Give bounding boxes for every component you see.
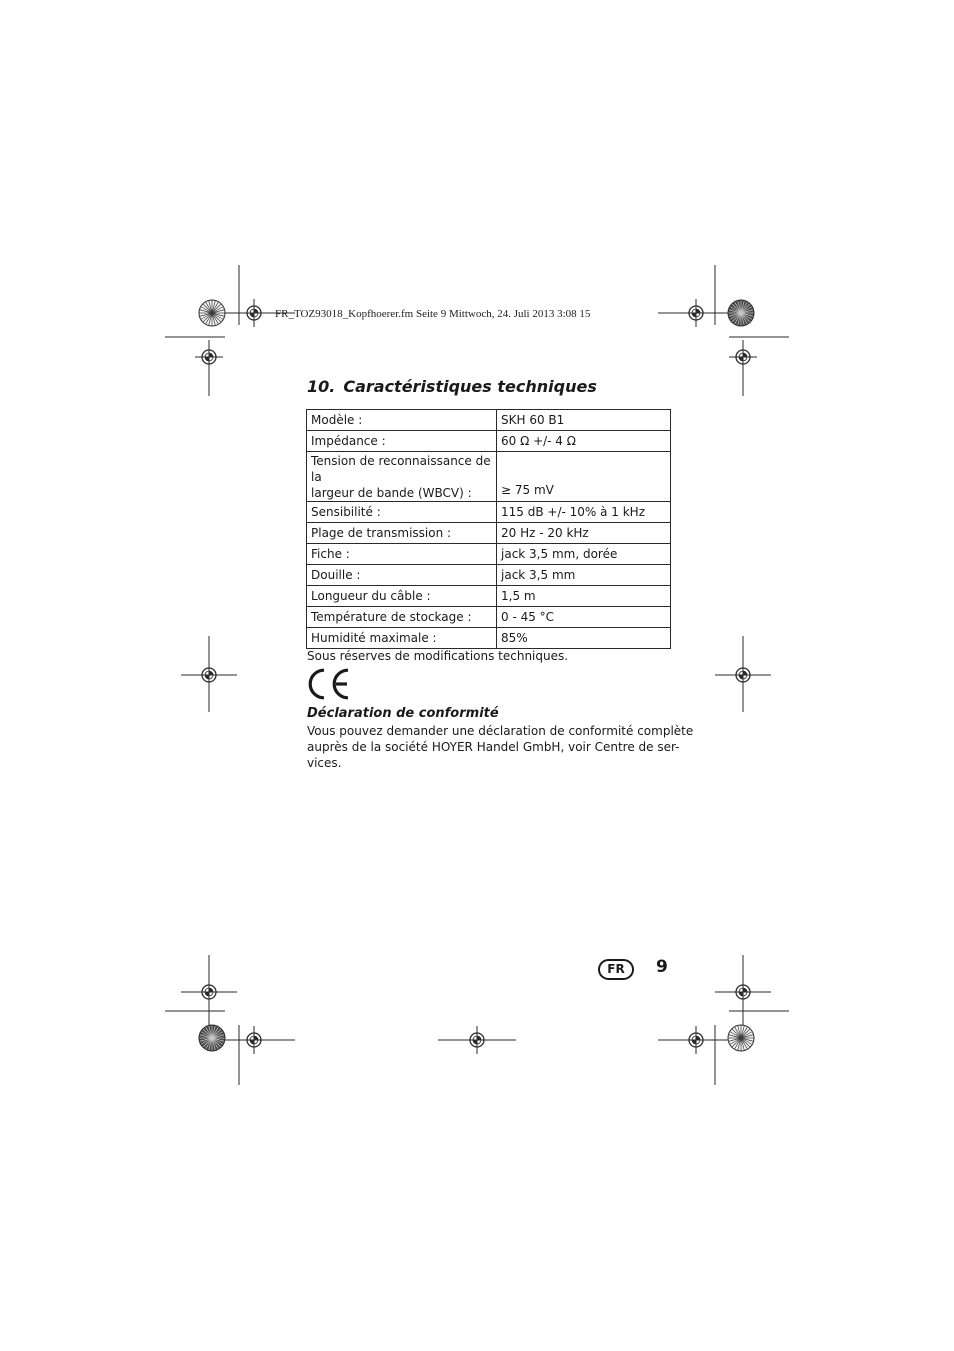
declaration-title: Déclaration de conformité <box>307 706 499 721</box>
declaration-line: Vous pouvez demander une déclaration de conformité complète <box>307 724 694 738</box>
registration-target-icon <box>195 343 223 371</box>
section-number: 10. <box>307 377 336 396</box>
registration-target-icon <box>729 978 757 1006</box>
declaration-line: vices. <box>307 756 342 770</box>
spec-label: Plage de transmission : <box>307 523 497 544</box>
section-title <box>307 377 597 396</box>
reserve-note: Sous réserves de modifications techniques. <box>307 649 569 663</box>
spec-label: Fiche : <box>307 544 497 565</box>
spec-label: Impédance : <box>307 431 497 452</box>
spec-label: Douille : <box>307 565 497 586</box>
spec-value: SKH 60 B1 <box>497 410 671 431</box>
spec-label: Longueur du câble : <box>307 586 497 607</box>
table-row <box>307 544 671 565</box>
color-bar-dot-icon <box>728 1025 754 1051</box>
table-row <box>307 607 671 628</box>
spec-label-line: Tension de reconnaissance de la <box>311 454 491 484</box>
spec-label: Modèle : <box>307 410 497 431</box>
table-row <box>307 565 671 586</box>
specs-table <box>306 409 671 649</box>
table-row <box>307 452 671 502</box>
spec-value: 115 dB +/- 10% à 1 kHz <box>497 502 671 523</box>
table-row <box>307 628 671 649</box>
registration-target-icon <box>195 661 223 689</box>
ce-mark-icon <box>305 668 351 700</box>
spec-value: jack 3,5 mm, dorée <box>497 544 671 565</box>
spec-label: Humidité maximale : <box>307 628 497 649</box>
table-row <box>307 410 671 431</box>
spec-value: 1,5 m <box>497 586 671 607</box>
spec-value: 20 Hz - 20 kHz <box>497 523 671 544</box>
spec-value: jack 3,5 mm <box>497 565 671 586</box>
color-bar-dot-icon <box>199 300 225 326</box>
spec-value: ≥ 75 mV <box>497 452 671 502</box>
spec-value: 85% <box>497 628 671 649</box>
language-badge: FR <box>598 959 634 980</box>
page-number: 9 <box>656 957 668 977</box>
table-row <box>307 502 671 523</box>
registration-target-icon <box>729 343 757 371</box>
table-row <box>307 523 671 544</box>
spec-value: 60 Ω +/- 4 Ω <box>497 431 671 452</box>
spec-label: Sensibilité : <box>307 502 497 523</box>
table-row <box>307 586 671 607</box>
color-bar-dot-icon <box>728 300 754 326</box>
registration-target-icon <box>729 661 757 689</box>
table-row <box>307 431 671 452</box>
spec-value: 0 - 45 °C <box>497 607 671 628</box>
declaration-line: auprès de la société HOYER Handel GmbH, voir Centre de ser- <box>307 740 680 754</box>
registration-target-icon <box>195 978 223 1006</box>
print-file-header: FR_TOZ93018_Kopfhoerer.fm Seite 9 Mittwoch, 24. Juli 2013 3:08 15 <box>275 308 591 320</box>
spec-label: Température de stockage : <box>307 607 497 628</box>
color-bar-dot-icon <box>199 1025 225 1051</box>
section-title-text: Caractéristiques techniques <box>343 377 597 396</box>
declaration-text <box>307 723 694 771</box>
spec-label-line: largeur de bande (WBCV) : <box>311 486 472 500</box>
spec-label <box>307 452 497 502</box>
